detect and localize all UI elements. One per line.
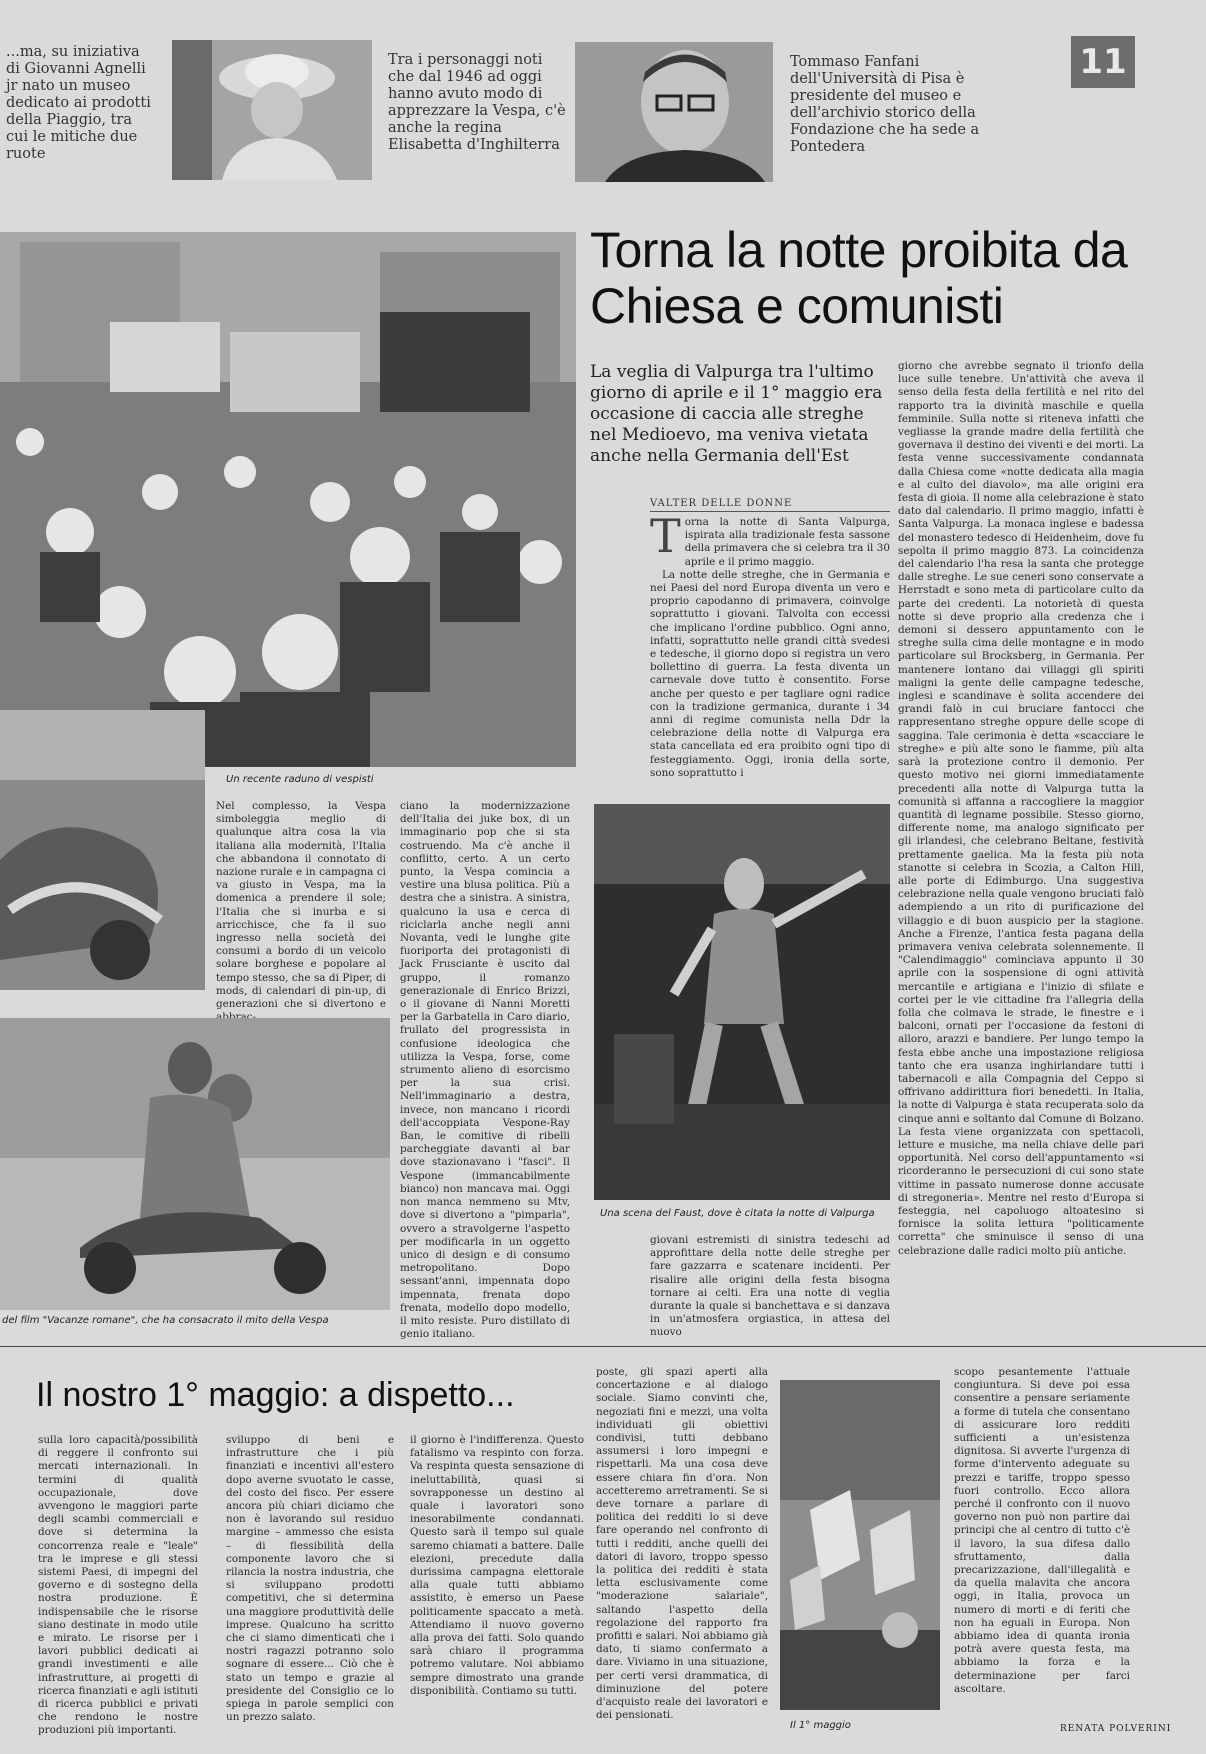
photo-primo-maggio	[780, 1380, 940, 1710]
caption-maggio: Il 1° maggio	[790, 1720, 851, 1731]
photo-fanfani	[575, 42, 773, 182]
article2-column-3: il giorno è l'indifferenza. Questo fatalismo va respinto con forza. Va respinta questa sensazione di ineluttabilità, quasi si sovrapponesse un destino al quale i lavoratori sono inesorabilmente condannati. Questo sarà il tempo sul quale saremo chiamati a battere. Dalle elezioni, precedute dalla durissima campagna elettorale alla quale tutti abbiamo assistito, è emerso un Paese politicamente spaccato a metà. Attendiamo il nuovo governo alla prova dei fatti. Solo quando sarà chiaro il programma potremo valutare. Noi abbiamo sempre dimostrato una grande disponibilità. Contiamo su tutti.	[410, 1434, 584, 1697]
photo-vespa-rally	[0, 232, 576, 767]
vespa-column-b: ciano la modernizzazione dell'Italia dei juke box, di un immaginario pop che si sta costruendo. Ma c'è anche il conflitto, certo. A un certo punto, la Vespa comincia a vestire una blusa politica. Più a destra che a sinistra. A sinistra, qualcuno la usa e cerca di riciclarla anche negli anni Novanta, vedi le lunghe gite fuoriporta dei protagonisti di Jack Frusciante è uscito dal gruppo, il romanzo generazionale di Enrico Brizzi, o il giovane di Nanni Moretti per la Garbatella in Caro diario, frullato del progressista in confusione ideologica che utilizza la Vespa, forse, come strumento alieno di esorcismo per la sua crisi. Nell'immaginario a destra, invece, non mancano i ricordi dell'accoppiata Vespone-Ray Ban, le comitive di ribelli parcheggiate davanti al bar dove stazionavano i "fasci". Il Vespone (immancabilmente bianco) non mancava mai. Oggi non manca nemmeno su Mtv, dove si divertono a "pimparla", ovvero a stravolgerne l'aspetto per modificarla in un oggetto unico di design e di consumo metropolitano. Dopo sessant'anni, impennata dopo impennata, frenata dopo frenata, modello dopo modello, il mito resiste. Puro distillato di genio italiano.	[400, 800, 570, 1341]
article2-headline: Il nostro 1° maggio: a dispetto...	[36, 1376, 515, 1414]
photo-faust	[594, 804, 890, 1200]
photo-vespa-parked	[0, 710, 205, 990]
article2-column-5: scopo pesantemente l'attuale congiuntura. Si deve poi essa consentire a pensare seriamente a forme di tutela che consentano di assicurare loro redditi sufficienti a un'esistenza dignitosa. Si avverte l'urgenza di forme d'intervento adeguate su prezzi e tariffe, troppo spesso fuori controllo. Ecco allora perché il confronto con il nuovo governo non può non partire dai principi che al centro di tutto c'è il lavoro, la sua difesa dallo sfruttamento, dalla precarizzazione, dall'illegalità e da quella malavita che ancora oggi, in Italia, provoca un numero di morti e di feriti che non ha eguali in Europa. Non abbiamo idea di quanta ironia potrà avere questa festa, ma abbiamo la forza e la determinazione per farci ascoltare.	[954, 1366, 1130, 1695]
article1-byline: VALTER DELLE DONNE	[650, 498, 890, 512]
photo-queen	[172, 40, 372, 180]
article1-deck: La veglia di Valpurga tra l'ultimo giorno di aprile e il 1° maggio era occasione di caccia alle streghe nel Medioevo, ma veniva vietata anche nella Germania dell'Est	[590, 362, 883, 466]
article1-column-1-cont: giovani estremisti di sinistra tedeschi ad approfittare della notte delle streghe per fare gazzarra e scatenare incidenti. Per risalire alle origini della festa bisogna tornare ai celti. Era una notte di veglia durante la quale si banchettava e si danzava in un'atmosfera orgiastica, in attesa del nuovo	[650, 1234, 890, 1339]
article1-lead: orna la notte di Santa Valpurga, ispirata alla tradizionale festa sassone della primavera che si celebra tra il 30 aprile e il primo maggio.	[684, 516, 890, 568]
article2-column-2: sviluppo di beni e infrastrutture che i più finanziati e incentivi all'estero dopo averne svuotato le casse, del costo del fisco. Per essere ancora più chiari diciamo che non è lavorando sul residuo margine – ammesso che esista – di flessibilità della componente lavoro che si rilancia la nostra industria, che si sviluppano prodotti competitivi, che si determina una maggiore produttività delle imprese. Qualcuno ha scritto che ci siamo dimenticati che i nostri ragazzi potranno solo sognare di essere... Ciò che è stato un tempo e grazie al presidente del Consiglio ce lo spiega in parole semplici con un prezzo salato.	[226, 1434, 394, 1724]
top-strip	[0, 30, 1206, 190]
article1-headline: Torna la notte proibita da Chiesa e comunisti	[590, 222, 1128, 334]
photo-vacanze-romane	[0, 1018, 390, 1310]
article2-column-4: poste, gli spazi aperti alla concertazione e al dialogo sociale. Siamo convinti che, negoziati fini e mezzi, una volta individuati gli obiettivi condivisi, tutti debbano assumersi i loro impegni e rispettarli. Ma una cosa deve essere chiara fin d'ora. Non accetteremo arretramenti. Se si deve tornare a parlare di politica dei redditi lo si deve fare operando nel confronto di tutti i redditi, anche quelli dei datori di lavoro, troppo spesso la politica dei redditi è stata letta esclusivamente come "moderazione salariale", saltando l'aspetto della regolazione del rapporto fra profitti e salari. Noi abbiamo già dato, ti siamo confermato a dare. Viviamo in una situazione, per certi versi drammatica, di diminuzione del potere d'acquisto reale dei lavoratori e dei pensionati.	[596, 1366, 768, 1722]
article1-column-1	[650, 509, 890, 798]
section-divider	[0, 1346, 1206, 1347]
top-snippet-1: ...ma, su iniziativa di Giovanni Agnelli jr nato un museo dedicato ai prodotti della Piaggio, tra cui le mitiche due ruote	[6, 44, 151, 162]
page-number: 11	[1071, 36, 1135, 88]
caption-film: del film "Vacanze romane", che ha consacrato il mito della Vespa	[2, 1315, 329, 1326]
dropcap: T	[650, 509, 681, 563]
article1-col1-body: La notte delle streghe, che in Germania e nei Paesi del nord Europa diventa un vero e proprio capodanno di primavera, coinvolge soprattutto i giovani. Talvolta con eccessi che implicano l'ordine pubblico. Ogni anno, infatti, soprattutto nelle grandi città svedesi e tedesche, il giorno dopo si registra un vero bollettino di guerra. La festa diventa un carnevale dove tutto è consentito. Forse anche per questo e per tagliare ogni radice con la tradizione germanica, durante i 34 anni di regime comunista nella Ddr la celebrazione della notte di Valpurga era stata cancellata ed era proibito ogni tipo di festeggiamento. Oggi, ironia della sorte, sono soprattutto i	[650, 568, 890, 779]
article2-column-1: sulla loro capacità/possibilità di reggere il confronto sui mercati internazionali. In termini di qualità occupazionale, dove avvengono le maggiori parte degli scambi commerciali e dove si determina la concorrenza reale e "leale" tra le imprese e gli stessi sistemi Paesi, di impegni del governo e di sostegno della nostra produzione. È indispensabile che le risorse siano destinate in modo utile e mirato. Le risorse per i lavori pubblici dedicati ai grandi investimenti e alle infrastrutture, ai progetti di ricerca finanziati e agli istituti di ricerca pubblici e privati che rendono le nostre produzioni più importanti.	[38, 1434, 198, 1737]
caption-raduno: Un recente raduno di vespisti	[226, 774, 374, 785]
top-snippet-3: Tommaso Fanfani dell'Università di Pisa è presidente del museo e dell'archivio storico della Fondazione che ha sede a Pontedera	[790, 54, 980, 155]
vespa-column-a: Nel complesso, la Vespa simboleggia meglio di qualunque altra cosa la via italiana alla modernità, l'Italia che abbandona il connotato di nazione rurale e in campagna ci va giusto in Vespa, ma la domenica a prendere il sole; l'Italia che si inurba e si arricchisce, che fa il suo ingresso nella società dei consumi a bordo di un veicolo solare borghese e popolare al tempo stesso, che sa di Piper, di mods, di calendari di pin-up, di generazioni che si divertono e	[216, 800, 386, 1011]
caption-faust: Una scena del Faust, dove è citata la notte di Valpurga	[600, 1208, 875, 1219]
top-snippet-2: Tra i personaggi noti che dal 1946 ad oggi hanno avuto modo di apprezzare la Vespa, c'è anche la regina Elisabetta d'Inghilterra	[388, 52, 566, 153]
article2-signature: RENATA POLVERINI	[1060, 1724, 1172, 1734]
article1-column-2: giorno che avrebbe segnato il trionfo della luce sulle tenebre. Un'attività che aveva il senso della festa della fertilità e nel rito del rapporto tra la divinità maschile e quella femminile. Sulla notte si riteneva infatti che vegliasse la grande madre della fertilità che governava il destino dei viventi e dei morti. La festa venne successivamente condannata dalla Chiesa come «notte dedicata alla magia e al culto del diavolo», ma alle origini era festa di gioia. Il nome alla celebrazione è stato dato dal calendario. Il primo maggio, infatti è Santa Valpurga. La monaca inglese e badessa del monastero tedesco di Heidenheim, dove fu sepolta il primo maggio 873. La coincidenza del calendario l'ha resa la santa che protegge dalle streghe. Le sue ceneri sono conservate a Herrstadt e sono meta di particolare culto da parte dei credenti. La notorietà di questa notte si deve proprio alla credenza che i demoni si dessero appuntamento con le streghe sulla cima delle montagne e in modo particolare sul Brocksberg, in Germania. Per mantenere lontano dai villaggi gli spiriti maligni la gente delle campagne tedesche, inglesi e scandinave è solita accendere dei grandi falò in cui bruciare fantocci che rappresentano streghe oppure delle scope di saggina. Tale cerimonia è detta «scacciare le streghe» e più alte sono le fiamme, più alta sarà la protezione contro il demonio. Per questo motivo nei giorni immediatamente precedenti alla notte di Valpurga tutta la comunità si affanna a raccogliere la maggior quantità di legname possibile. Stesso giorno, differente nome, ma analogo significato per gli irlandesi, che celebrano Beltane, festività prettamente gaelica. Ma la festa più nota stanotte si celebra in Scozia, a Calton Hill, alle porte di Edimburgo. Una suggestiva celebrazione nella quale vengono bruciati falò adempiendo a un rito di purificazione del villaggio e di buon auspicio per la stagione. Anche a Firenze, l'antica festa pagana della primavera veniva celebrata solennemente. Il "Calendimaggio" cominciava appunto il 30 aprile con la sospensione di ogni attività mercantile e artigiana e l'inizio di sfilate e cortei per le vie cittadine fra l'allegria della folla che colmava le strade, le finestre e i balconi, ornati per l'occasione da festoni di alloro, arazzi e bandiere. Per lungo tempo la festa ebbe anche una impostazione religiosa tanto che era usanza inghirlandare tutti i tabernacoli e alla Compagnia del Ceppo si offrivano addirittura fiori benedetti. In Italia, la notte di Valpurga è stata recuperata solo da cinque anni e soltanto dal Comune di Bolzano. La festa viene organizzata con spettacoli, letture e musiche, ma nella chiave delle pari opportunità. Nel corso dell'appuntamento «si ricorderanno le persecuzioni di cui sono state vittime in passato numerose donne accusate di stregoneria». Mentre nel resto d'Europa si festeggia, nel capoluogo altoatesino si fornisce la solita lettura "politicamente corretta" che sminuisce il senso di una celebrazione dalle radici molto più antiche.	[898, 360, 1144, 1257]
